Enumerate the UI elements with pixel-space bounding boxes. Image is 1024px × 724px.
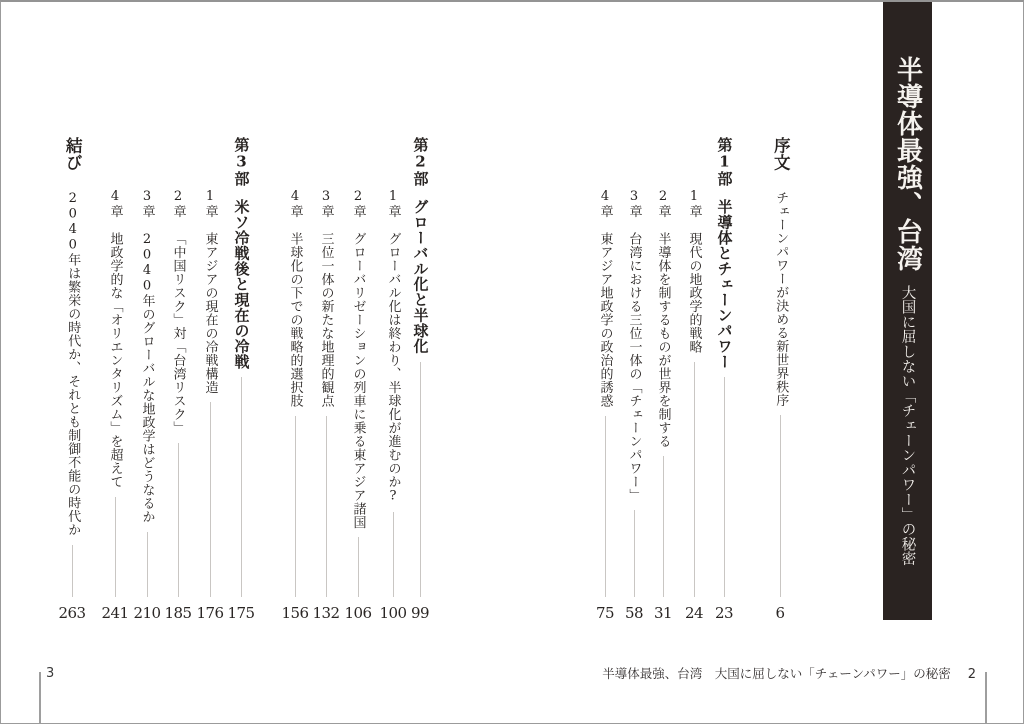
chapter-title: 2040年のグローバルな地政学はどうなるか [139, 232, 155, 524]
folio-right: 2 [967, 667, 976, 682]
toc-part2-chapter3 [313, 189, 339, 621]
preface-label: 序文 [771, 137, 791, 171]
leader-line [634, 510, 635, 597]
leader-line [724, 377, 725, 597]
leader-line [393, 512, 394, 597]
toc-entry-preface [767, 137, 793, 621]
page-number: 210 [133, 604, 161, 622]
part1-heading-text [717, 137, 732, 369]
chapter-title: グローバル化は終わり、半球化が進むのか? [385, 232, 401, 504]
toc-part1-heading [711, 137, 737, 621]
chapter-title: 東アジア地政学の政治的誘惑 [597, 232, 613, 408]
chapter-label: 3章 [318, 189, 334, 218]
toc-part2-chapter1 [380, 189, 406, 621]
toc-part2-heading [407, 137, 433, 621]
page-number: 75 [595, 604, 615, 622]
toc-part3-heading [228, 137, 254, 621]
toc-part1-chapter3 [621, 189, 647, 621]
part2-label: 第2部 [411, 137, 430, 187]
toc-part2-chapter2 [345, 189, 371, 621]
part2-heading-text [413, 137, 428, 354]
chapter-title: 三位一体の新たな地理的観点 [318, 232, 334, 408]
leader-line [295, 416, 296, 598]
preface-title: チェーンパワーが決める新世界秩序 [773, 191, 789, 407]
page-number: 6 [775, 604, 785, 622]
toc-part3-chapter1 [197, 189, 223, 621]
chapter-label: 2章 [350, 189, 366, 218]
toc-part3-chapter4 [102, 189, 128, 621]
part1-label: 第1部 [715, 137, 734, 187]
page-number: 132 [312, 604, 340, 622]
chapter-label: 4章 [107, 189, 123, 218]
conclusion-text [64, 137, 81, 537]
chapter-title: グローバリゼーションの列車に乗る東アジア諸国 [350, 232, 366, 529]
chapter-label: 2章 [170, 189, 186, 218]
trim-mark-left [39, 672, 41, 723]
chapter-label: 3章 [139, 189, 155, 218]
page-number: 23 [714, 604, 734, 622]
chapter-title: 台湾における三位一体の「チェーンパワー」 [626, 232, 642, 502]
chapter-title: 「中国リスク」対「台湾リスク」 [170, 232, 186, 435]
toc-part1-chapter1 [681, 189, 707, 621]
book-subtitle: 大国に屈しない「チェーンパワー」の秘密 [899, 285, 916, 567]
page-number: 106 [344, 604, 372, 622]
book-title: 半導体最強、台湾 [892, 56, 923, 272]
chapter-label: 2章 [655, 189, 671, 218]
chapter-label: 1章 [686, 189, 702, 218]
trim-mark-right [985, 672, 987, 723]
chapter-title: 東アジアの現在の冷戦構造 [202, 232, 218, 394]
conclusion-title: 2040年は繁栄の時代か、それとも制御不能の時代か [65, 191, 81, 537]
toc-entry-conclusion [59, 137, 85, 621]
toc-part2-chapter4 [282, 189, 308, 621]
conclusion-label: 結び [63, 137, 83, 171]
chapter-label: 1章 [385, 189, 401, 218]
preface-text [772, 137, 789, 407]
footer-right [602, 668, 976, 681]
page-number: 175 [227, 604, 255, 622]
chapter-title: 地政学的な「オリエンタリズム」を超えて [107, 232, 123, 489]
leader-line [72, 545, 73, 598]
toc-part1-chapter4 [592, 189, 618, 621]
page-number: 176 [196, 604, 224, 622]
leader-line [420, 362, 421, 598]
leader-line [358, 537, 359, 597]
toc-part1-chapter2 [650, 189, 676, 621]
page-number: 31 [653, 604, 673, 622]
page-number: 58 [624, 604, 644, 622]
leader-line [694, 362, 695, 598]
leader-line [241, 377, 242, 597]
part3-heading-text [234, 137, 249, 369]
chapter-title: 半球化の下での戦略的選択肢 [287, 232, 303, 408]
page-number: 100 [379, 604, 407, 622]
chapter-label: 4章 [287, 189, 303, 218]
chapter-label: 4章 [597, 189, 613, 218]
leader-line [326, 416, 327, 598]
chapter-label: 1章 [202, 189, 218, 218]
chapter-title: 現代の地政学的戦略 [686, 232, 702, 354]
leader-line [115, 497, 116, 598]
part2-title: グローバル化と半球化 [411, 198, 430, 354]
part3-label: 第3部 [232, 137, 251, 187]
chapter-title: 半導体を制するものが世界を制する [655, 232, 671, 448]
toc-part3-chapter3 [134, 189, 160, 621]
leader-line [210, 402, 211, 597]
leader-line [663, 456, 664, 597]
folio-left: 3 [46, 666, 55, 681]
toc-part3-chapter2 [165, 189, 191, 621]
page-number: 156 [281, 604, 309, 622]
leader-line [178, 443, 179, 598]
page-number: 24 [684, 604, 704, 622]
leader-line [780, 415, 781, 597]
part3-title: 米ソ冷戦後と現在の冷戦 [232, 198, 251, 369]
leader-line [147, 532, 148, 598]
page-number: 263 [58, 604, 86, 622]
part1-title: 半導体とチェーンパワー [715, 198, 734, 369]
page-number: 185 [164, 604, 192, 622]
chapter-label: 3章 [626, 189, 642, 218]
running-title: 半導体最強、台湾 大国に屈しない「チェーンパワー」の秘密 [602, 666, 951, 681]
book-title-banner [883, 2, 932, 620]
page-number: 241 [101, 604, 129, 622]
leader-line [605, 416, 606, 598]
page-number: 99 [410, 604, 430, 622]
